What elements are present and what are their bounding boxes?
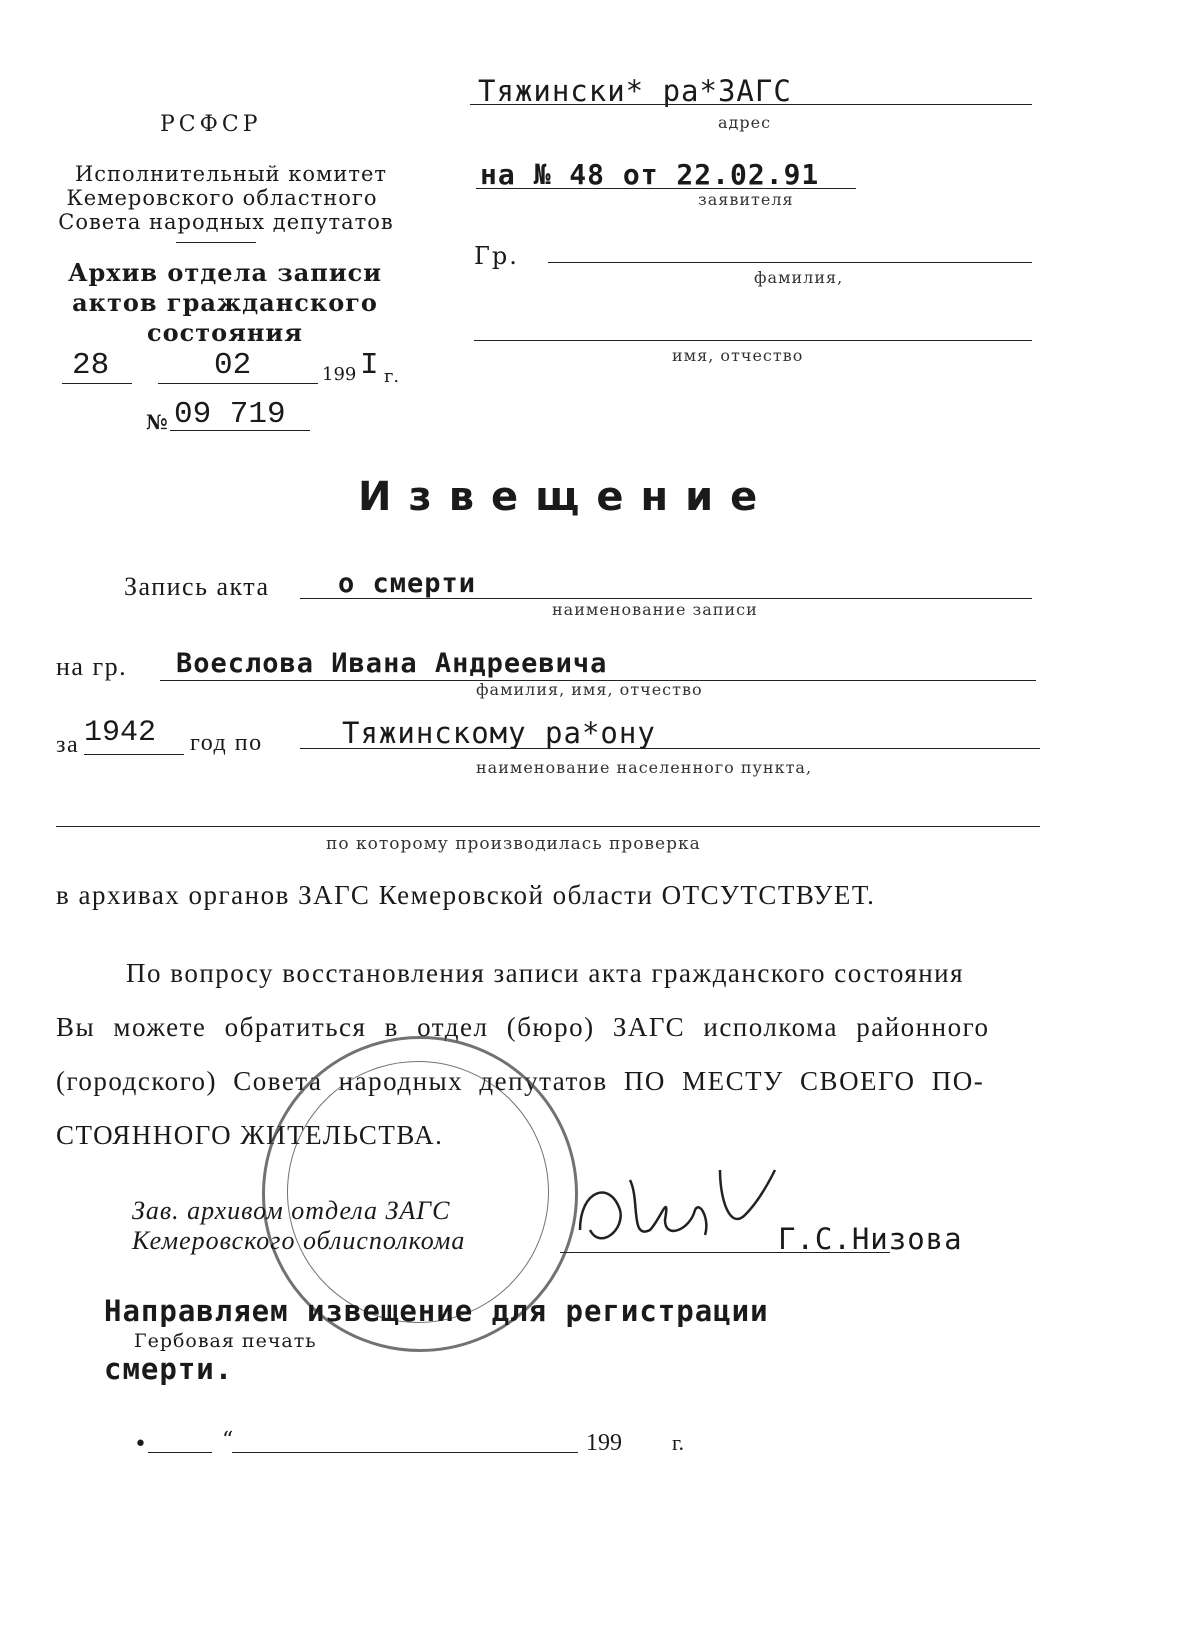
gr-line	[548, 262, 1032, 263]
org-line-3: Совета народных депутатов	[58, 210, 394, 234]
person-value: Воеслова Ивана Андреевича	[176, 648, 608, 679]
check-line	[56, 826, 1040, 827]
period-caption: наименование населенного пункта,	[476, 758, 813, 777]
date-year-prefix: 199	[322, 364, 357, 385]
surname-caption: фамилия,	[754, 268, 844, 287]
forward-line-2: смерти.	[104, 1352, 234, 1386]
signatory-title-2: Кемеровского облисполкома	[132, 1226, 466, 1255]
country-label: РСФСР	[160, 112, 262, 137]
footer-quote-close: “	[222, 1428, 234, 1453]
addressee-office-line	[470, 104, 1032, 105]
period-prefix: за	[56, 732, 80, 758]
date-day: 28	[72, 348, 110, 383]
header-divider	[176, 242, 256, 243]
org-line-1: Исполнительный комитет	[74, 162, 387, 186]
footer-quote-open: •	[134, 1432, 147, 1457]
number-prefix: №	[146, 410, 168, 434]
addressee-ref: на № 48 от 22.02.91	[480, 158, 820, 191]
period-line	[300, 748, 1040, 749]
person-caption: фамилия, имя, отчество	[476, 680, 703, 699]
org-line-2: Кемеровского областного	[66, 186, 378, 210]
date-month-line	[158, 383, 318, 384]
person-label: на гр.	[56, 652, 128, 681]
addressee-ref-caption: заявителя	[698, 190, 794, 209]
date-day-line	[62, 383, 132, 384]
number-value: 09 719	[174, 397, 286, 432]
footer-g: г.	[672, 1430, 685, 1455]
number-line	[170, 430, 310, 431]
para2-line-2: Вы можете обратиться в отдел (бюро) ЗАГС исполкома районного	[56, 1012, 990, 1042]
addressee-ref-line	[476, 188, 856, 189]
date-g: г.	[384, 366, 400, 387]
official-seal-inner-ring	[287, 1061, 549, 1323]
period-mid: год по	[190, 730, 263, 756]
footer-day-line	[148, 1452, 212, 1453]
record-line	[300, 598, 1032, 599]
date-year-suffix: I	[360, 348, 379, 383]
handwritten-signature	[570, 1160, 790, 1260]
dept-line-2: актов гражданского	[72, 288, 378, 317]
document-title: Извещение	[358, 474, 775, 520]
forward-line-1: Направляем извещение для регистрации	[104, 1294, 769, 1328]
name-caption: имя, отчество	[672, 346, 804, 365]
name-line	[474, 340, 1032, 341]
date-month: 02	[214, 348, 252, 383]
addressee-office-caption: адрес	[718, 113, 772, 132]
period-year-line	[84, 754, 184, 755]
signatory-title-1: Зав. архивом отдела ЗАГС	[132, 1196, 451, 1225]
record-value: о смерти	[338, 568, 477, 599]
record-caption: наименование записи	[552, 600, 758, 619]
dept-line-3: состояния	[147, 318, 303, 347]
period-place: Тяжинскому ра*ону	[342, 716, 656, 750]
absent-statement: в архивах органов ЗАГС Кемеровской области ОТСУТСТВУЕТ.	[56, 880, 876, 910]
addressee-office: Тяжински* ра*ЗАГС	[478, 74, 792, 108]
footer-year-prefix: 199	[586, 1430, 622, 1456]
signatory-name: Г.С.Низова	[778, 1222, 963, 1256]
para2-line-1: По вопросу восстановления записи акта гражданского состояния	[126, 958, 965, 988]
footer-month-line	[232, 1452, 578, 1453]
para2-line-4: СТОЯННОГО ЖИТЕЛЬСТВА.	[56, 1120, 444, 1150]
gr-label: Гр.	[474, 242, 519, 270]
period-year: 1942	[84, 716, 157, 750]
dept-line-1: Архив отдела записи	[67, 258, 383, 287]
para2-line-3: (городского) Совета народных депутатов ПО МЕСТУ СВОЕГО ПО-	[56, 1066, 985, 1096]
record-label: Запись акта	[124, 572, 270, 601]
stamp-label: Гербовая печать	[134, 1330, 317, 1352]
check-caption: по которому производилась проверка	[326, 834, 701, 854]
